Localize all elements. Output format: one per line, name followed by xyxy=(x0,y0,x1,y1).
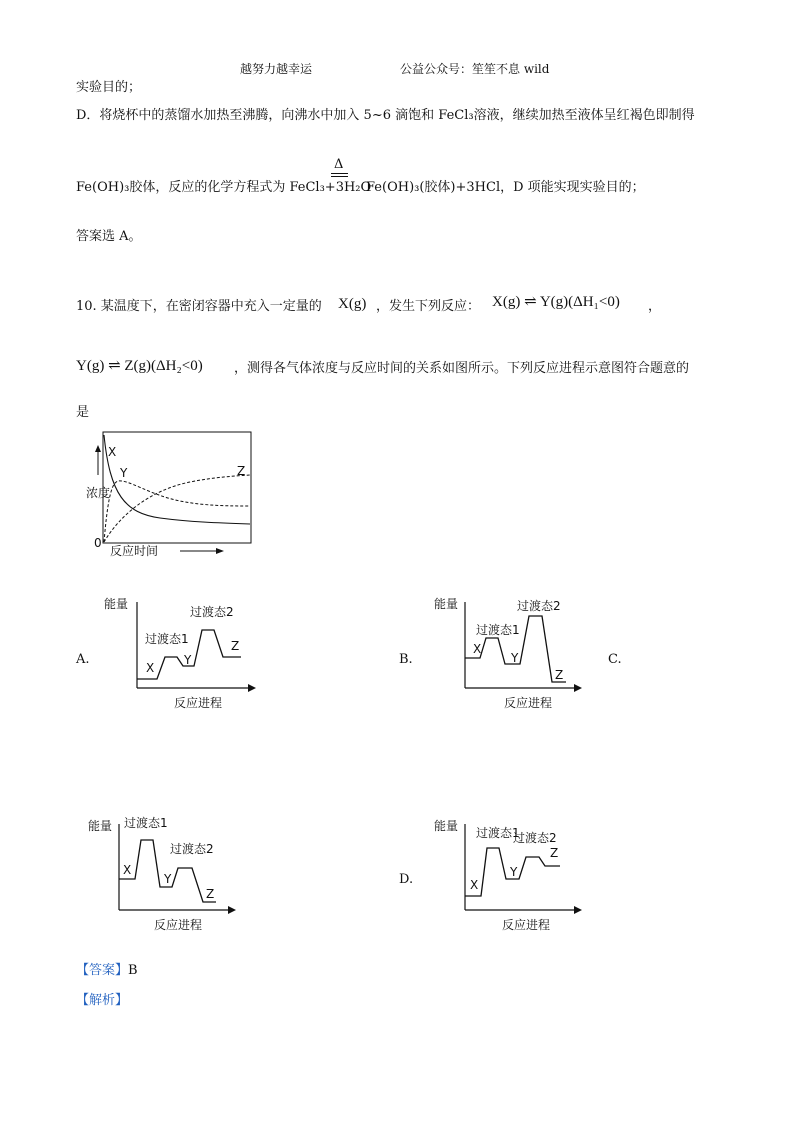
x-label: X xyxy=(473,642,482,656)
y-arrowhead-icon xyxy=(95,445,101,452)
x-axis-label: 反应进程 xyxy=(504,696,553,710)
ts2-label: 过渡态2 xyxy=(170,842,214,856)
x-axis-label: 反应进程 xyxy=(154,918,203,932)
y-label: Y xyxy=(184,653,192,667)
previous-answer: 答案选 A。 xyxy=(76,229,142,244)
z-label: Z xyxy=(550,846,559,860)
ts1-label: 过渡态1 xyxy=(476,826,520,840)
x-label: X xyxy=(123,863,132,877)
equation-right: Fe(OH)₃(胶体)+3HCl，D 项能实现实验目的； xyxy=(366,180,645,195)
x-arrowhead-icon xyxy=(574,684,582,692)
reactant-formula: X(g) xyxy=(338,296,367,312)
ts2-label: 过渡态2 xyxy=(513,831,557,845)
option-a-label: A. xyxy=(76,652,90,667)
equal-sign-top xyxy=(331,173,348,174)
x-arrowhead-icon xyxy=(248,684,256,692)
option-c-diagram xyxy=(86,812,251,937)
y-label: Y xyxy=(511,651,519,665)
y-label: Y xyxy=(164,872,172,886)
x-axis-label: 反应时间 xyxy=(110,544,159,558)
series-x-label: X xyxy=(108,445,117,459)
y-axis-label: 能量 xyxy=(434,819,459,833)
z-label: Z xyxy=(206,887,215,901)
ts1-label: 过渡态1 xyxy=(145,632,189,646)
ts1-label: 过渡态1 xyxy=(124,816,168,830)
option-d-label: D. xyxy=(399,872,414,887)
ts2-label: 过渡态2 xyxy=(190,605,234,619)
x-arrowhead-icon xyxy=(216,548,224,554)
equation-left: Fe(OH)₃胶体，反应的化学方程式为 FeCl₃+3H₂O xyxy=(76,180,372,195)
option-d-explanation: D．将烧杯中的蒸馏水加热至沸腾，向沸水中加入 5~6 滴饱和 FeCl₃溶液，继续加热至液体呈红褐色即制得 xyxy=(76,108,695,123)
series-y-curve xyxy=(104,481,250,542)
reaction-1: X(g) ⇌ Y(g)(ΔH₁<0) xyxy=(492,294,620,310)
comma: ， xyxy=(648,299,662,314)
reaction-2: Y(g) ⇌ Z(g)(ΔH₂<0) xyxy=(76,358,203,374)
question-tail: ，测得各气体浓度与反应时间的关系如图所示。下列反应进程示意图符合题意的 xyxy=(234,361,690,376)
series-y-label: Y xyxy=(120,466,128,480)
series-z-label: Z xyxy=(237,464,246,478)
z-label: Z xyxy=(555,668,564,682)
x-arrowhead-icon xyxy=(574,906,582,914)
y-label: Y xyxy=(510,865,518,879)
answer-value: B xyxy=(128,963,138,978)
analysis-label: 【解析】 xyxy=(76,993,129,1008)
ts1-label: 过渡态1 xyxy=(476,623,520,637)
question-tail-2: 是 xyxy=(76,405,90,420)
x-axis-label: 反应进程 xyxy=(174,696,223,710)
concentration-chart xyxy=(80,425,280,560)
equal-sign-bottom xyxy=(331,176,348,177)
delta-symbol: Δ xyxy=(334,157,344,172)
header-left: 越努力越幸运 xyxy=(240,62,313,76)
option-a-diagram xyxy=(100,592,265,712)
plot-frame xyxy=(103,432,251,543)
x-arrowhead-icon xyxy=(228,906,236,914)
y-axis-label: 浓度 xyxy=(86,486,111,500)
x-axis-label: 反应进程 xyxy=(502,918,551,932)
header-right: 公益公众号：笙笙不息 wild xyxy=(400,62,550,76)
prev-line: 实验目的； xyxy=(76,80,142,95)
option-b-diagram xyxy=(428,592,593,712)
option-b-label: B. xyxy=(399,652,413,667)
question-intro: 10. 某温度下，在密闭容器中充入一定量的 xyxy=(76,299,322,314)
y-axis-label: 能量 xyxy=(104,597,129,611)
answer-label: 【答案】 xyxy=(76,963,129,978)
y-axis-label: 能量 xyxy=(434,597,459,611)
series-z-curve xyxy=(104,475,250,542)
x-label: X xyxy=(470,878,479,892)
answer-row xyxy=(76,963,138,979)
option-d-diagram xyxy=(432,812,597,937)
z-label: Z xyxy=(231,639,240,653)
option-c-label: C. xyxy=(608,652,622,667)
y-axis-label: 能量 xyxy=(88,819,113,833)
origin-label: 0 xyxy=(94,536,102,550)
x-label: X xyxy=(146,661,155,675)
ts2-label: 过渡态2 xyxy=(517,599,561,613)
question-mid: ，发生下列反应： xyxy=(376,299,481,314)
